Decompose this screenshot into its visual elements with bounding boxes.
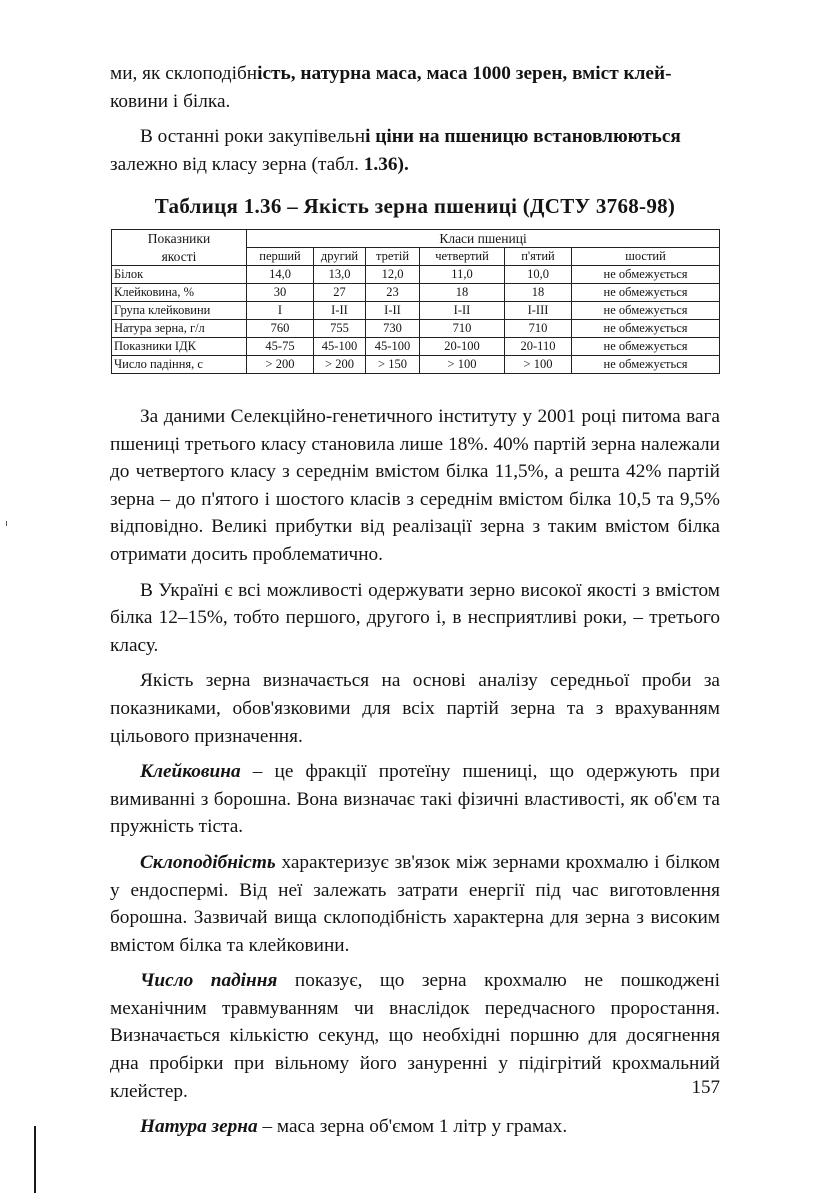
table-cell: 710 bbox=[420, 320, 505, 338]
term-gluten: Клейковина bbox=[140, 761, 241, 783]
table-cell: 20-100 bbox=[420, 338, 505, 356]
paragraph-possibilities: В Україні є всі можливості одержувати зерно високої якості з вмістом білка 12–15%, тобто першого, другого і, в несприятливі роки, – третього класу. bbox=[110, 579, 720, 656]
margin-tick-mark bbox=[6, 521, 7, 526]
class-header: другий bbox=[314, 248, 366, 266]
body-text-block bbox=[110, 403, 720, 1141]
table-cell: 27 bbox=[314, 284, 366, 302]
table-cell: 23 bbox=[366, 284, 420, 302]
table-cell: 30 bbox=[247, 284, 314, 302]
table-cell: 10,0 bbox=[505, 266, 572, 284]
table-cell: 760 bbox=[247, 320, 314, 338]
table-cell: I-II bbox=[314, 302, 366, 320]
table-cell: не обмежується bbox=[572, 356, 720, 374]
class-header: перший bbox=[247, 248, 314, 266]
table-row bbox=[112, 320, 720, 338]
table-cell: I-II bbox=[420, 302, 505, 320]
row-label: Білок bbox=[112, 266, 247, 284]
table-cell: не обмежується bbox=[572, 338, 720, 356]
table-cell: 45-100 bbox=[366, 338, 420, 356]
table-cell: не обмежується bbox=[572, 284, 720, 302]
table-cell: 12,0 bbox=[366, 266, 420, 284]
table-cell: 13,0 bbox=[314, 266, 366, 284]
table-cell: > 100 bbox=[420, 356, 505, 374]
table-cell: > 200 bbox=[314, 356, 366, 374]
table-cell: 11,0 bbox=[420, 266, 505, 284]
table-cell: 755 bbox=[314, 320, 366, 338]
class-header: шостий bbox=[572, 248, 720, 266]
indicator-header: Показники якості bbox=[112, 230, 247, 266]
term-vitreousness: Склоподібність bbox=[140, 851, 276, 873]
classes-group-header: Класи пшениці bbox=[247, 230, 720, 248]
table-cell: > 100 bbox=[505, 356, 572, 374]
class-header: п'ятий bbox=[505, 248, 572, 266]
wheat-quality-table bbox=[111, 229, 720, 374]
table-cell: 45-75 bbox=[247, 338, 314, 356]
class-header: третій bbox=[366, 248, 420, 266]
margin-rule-line bbox=[34, 1126, 36, 1193]
page-number: 157 bbox=[691, 1077, 720, 1098]
paragraph-continuation: ми, як склоподібність, натурна маса, маса 1000 зерен, вміст клей- ковини і білка. bbox=[110, 63, 672, 112]
paragraph-quality: Якість зерна визначається на основі аналізу середньої проби за показниками, обов'язковими для всіх партій зерна та з врахуванням цільового призначення. bbox=[110, 670, 720, 747]
term-falling-number: Число падіння bbox=[140, 970, 278, 992]
paragraph-test-weight: Натура зерна – маса зерна об'ємом 1 літр у грамах. bbox=[140, 1116, 568, 1138]
paragraph-gluten: Клейковина – це фракції протеїну пшениці, що одержують при вимиванні з борошна. Вона визначає такі фізичні властивості, як об'єм та пружність тіста. bbox=[110, 761, 720, 838]
row-label: Натура зерна, г/л bbox=[112, 320, 247, 338]
table-cell: 14,0 bbox=[247, 266, 314, 284]
table-title: Таблиця 1.36 – Якість зерна пшениці (ДСТУ 3768-98) bbox=[154, 194, 676, 218]
row-label: Показники ІДК bbox=[112, 338, 247, 356]
table-row bbox=[112, 302, 720, 320]
table-cell: I-III bbox=[505, 302, 572, 320]
table-cell: не обмежується bbox=[572, 266, 720, 284]
table-cell: не обмежується bbox=[572, 302, 720, 320]
table-cell: 45-100 bbox=[314, 338, 366, 356]
row-label: Група клейковини bbox=[112, 302, 247, 320]
table-row bbox=[112, 356, 720, 374]
row-label: Клейковина, % bbox=[112, 284, 247, 302]
table-cell: 730 bbox=[366, 320, 420, 338]
table-cell: не обмежується bbox=[572, 320, 720, 338]
table-row bbox=[112, 338, 720, 356]
table-cell: > 200 bbox=[247, 356, 314, 374]
table-row bbox=[112, 266, 720, 284]
table-cell: > 150 bbox=[366, 356, 420, 374]
table-cell: I bbox=[247, 302, 314, 320]
top-text-block bbox=[110, 60, 720, 178]
table-row bbox=[112, 284, 720, 302]
paragraph-prices: В останні роки закупівельні ціни на пшеницю встановлюються залежно від класу зерна (табл. 1.36). bbox=[110, 126, 681, 175]
paragraph-falling-number: Число падіння показує, що зерна крохмалю не пошкоджені механічним травмуванням чи внаслідок передчасного проростання. Визначається кількістю секунд, що необхідні поршню для досягнення дна пробірки при вільному його зануренні у підігрітий крохмальний клейстер. bbox=[110, 970, 720, 1102]
term-test-weight: Натура зерна bbox=[140, 1116, 258, 1138]
table-cell: 18 bbox=[505, 284, 572, 302]
row-label: Число падіння, с bbox=[112, 356, 247, 374]
table-cell: I-II bbox=[366, 302, 420, 320]
table-cell: 20-110 bbox=[505, 338, 572, 356]
table-cell: 18 bbox=[420, 284, 505, 302]
class-header: четвертий bbox=[420, 248, 505, 266]
paragraph-statistics: За даними Селекційно-генетичного інституту у 2001 році питома вага пшениці третього класу становила лише 18%. 40% партій зерна належали до четвертого класу з середнім вмістом білка 11,5%, а решта 42% партій зерна – до п'ятого і шостого класів з середнім вмістом білка 10,5 та 9,5% відповідно. Великі прибутки від реалізації зерна з таким вмістом білка отримати досить проблематично. bbox=[110, 406, 720, 565]
paragraph-vitreousness: Склоподібність характеризує зв'язок між зернами крохмалю і білком у ендоспермі. Від неї залежать затрати енергії під час виготовлення борошна. Зазвичай вища склоподібність характерна для зерна з високим вмістом білка та клейковини. bbox=[110, 851, 720, 956]
table-cell: 710 bbox=[505, 320, 572, 338]
